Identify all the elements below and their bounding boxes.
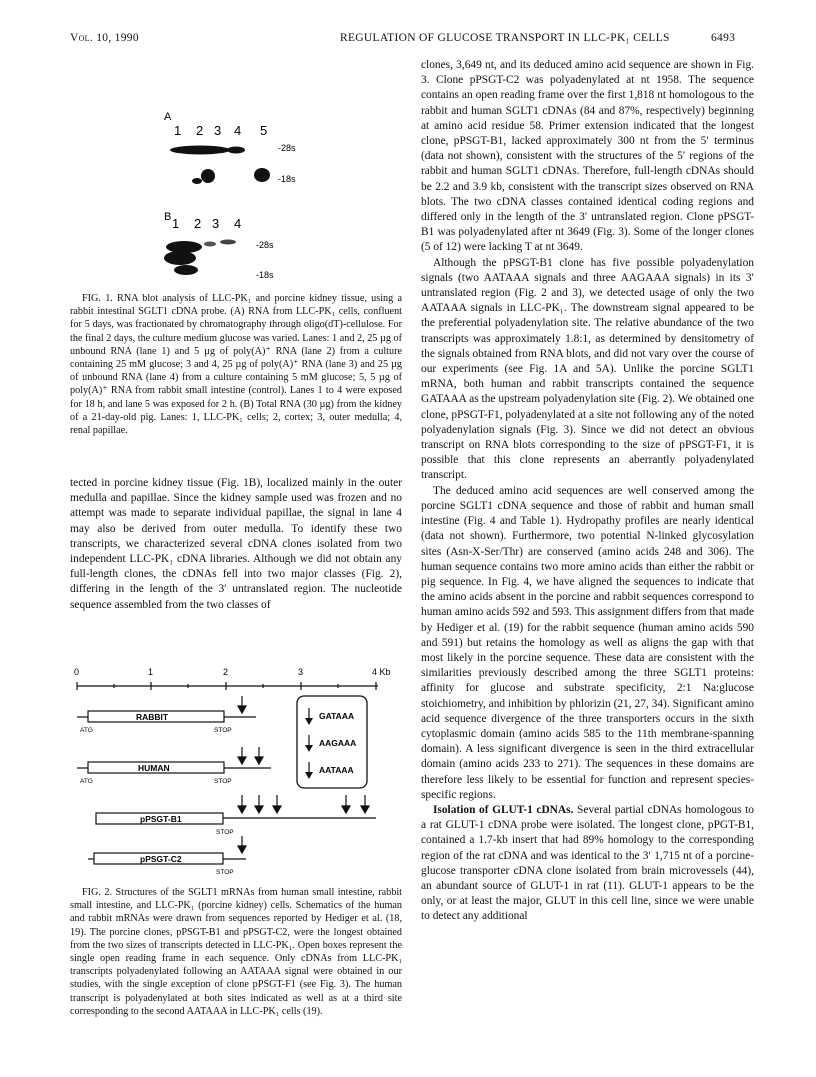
fig1-b-marker-28s: -28s <box>256 240 274 250</box>
fig1-b-bands <box>164 240 236 276</box>
fig2-human-atg: ATG <box>80 778 93 785</box>
fig1-a-lane-1: 1 <box>174 123 182 138</box>
left-body-paragraph: tected in porcine kidney tissue (Fig. 1B), localized mainly in the outer medulla and papillae. Since the kidney sample used was frozen and no attempt was made to separate individual papillae, the signal in lane 4 may also be derived from outer medulla. To identify these two transcripts, we characterized several cDNA clones isolated from two independent LLC-PK₁ cDNA libraries. Although we did not obtain any full-length clones, the cDNAs fell into two major classes (Fig. 2), differing in the length of the 3′ untranslated region. The nucleotide sequence assembled from the two classes of <box>70 477 402 611</box>
fig2-rabbit-atg: ATG <box>80 727 93 734</box>
figure1-caption-text: FIG. 1. RNA blot analysis of LLC-PK₁ and porcine kidney tissue, using a rabbit intestinal SGLT1 cDNA probe. (A) RNA from LLC-PK₁ cells, confluent for 5 days, was fractionated by chromatography through oligo(dT)-cellulose. For the final 2 days, the culture medium glucose was varied. Lanes: 1 and 2, 25 µg of unbound RNA (lane 1) and 5 µg of poly(A)⁺ RNA (lane 2) from a culture containing 25 mM glucose; 3 and 4, 25 µg of poly(A)⁺ RNA (lane 3) and 25 µg of unbound RNA (lane 4) from a culture containing 5 mM glucose; 5, 5 µg of poly(A)⁺ RNA from rabbit small intestine (control). Lanes 1 to 4 were exposed for 18 h, and lane 5 was exposed for 2 h. (B) Total RNA (30 µg) from the kidney of a 21-day-old pig. Lanes: 1, LLC-PK₁ cells; 2, cortex; 3, outer medulla; 4, renal papillae. <box>70 293 402 437</box>
right-paragraph-2: Although the pPSGT-B1 clone has five possible polyadenylation signals (two AATAAA signals and three AAGAAA signals) in its 3′ untranslated region (Fig. 2 and 3), we detected usage of only the two AATAAA signals in LLC-PK₁. The downstream signal appeared to be the preferential polyadenylation site. The relative abundance of the two transcripts was approximately 1.8:1, as determined by densitometry of the signals obtained from RNA blots, and did not vary over the course of our experiments (see Fig. 1A and 5A). Unlike the porcine SGLT1 mRNA, both human and rabbit transcripts contained the sequence GATAAA as the upstream polyadenylation site (Fig. 2). We obtained one clone, pPSGT-F1, polyadenylated at a site not following any of the noted polyadenylation signals (Fig. 3). Since we did not detect an obvious transcript on RNA blots corresponding to the size of pPSGT-F1, it is possible that this clone represents an aberrantly polyadenylated transcript. <box>421 256 754 482</box>
fig1-panel-b-letter: B <box>164 211 172 223</box>
fig1-b-lane-3: 3 <box>212 216 220 231</box>
fig2-ppsgt-b1-construct <box>96 795 376 824</box>
fig2-ppsgt-b1-stop: STOP <box>216 829 234 836</box>
right-paragraph-1: clones, 3,649 nt, and its deduced amino acid sequence are shown in Fig. 3. Clone pPSGT-C2 was polyadenylated at nt 1958. The sequence contains an open reading frame over the first 1,818 nt homologous to the rabbit and human SGLT1 cDNAs (84 and 87%, respectively) beginning at amino acid residue 58. Primer extension indicated that the longest clone, pPSGT-B1, lacked approximately 300 nt from the 5′ terminus (data not shown), consistent with the structures of the 5′ regions of the rabbit and human SGLT1 cDNAs. Therefore, full-length cDNAs should be 2.2 and 3.9 kb, consistent with the transcript sizes observed on RNA blots. The two cDNA classes contained identical coding regions and differed only in the length of the 3′ untranslated region. Clone pPSGT-B1 was polyadenylated after nt 3649 (Fig. 3). Some of the longer clones (5 of 12) were lacking T at nt 3649. <box>421 59 754 254</box>
fig2-legend-aataaa: AATAAA <box>319 765 354 775</box>
fig2-legend-gataaa: GATAAA <box>319 711 355 721</box>
fig2-scale-axis <box>77 682 378 690</box>
header-volume: Vol. 10, 1990 <box>70 32 139 44</box>
glut1-section-heading: Isolation of GLUT-1 cDNAs. <box>433 803 574 816</box>
figure1-blot <box>150 102 390 282</box>
fig2-ppsgt-c2-label: pPSGT-C2 <box>140 854 182 864</box>
fig2-tick-3: 3 <box>298 667 304 677</box>
fig1-panel-a-letter: A <box>164 111 172 123</box>
fig2-ppsgt-c2-stop: STOP <box>216 869 234 876</box>
fig2-tick-1: 1 <box>148 667 154 677</box>
fig1-a-lane-4: 4 <box>234 123 242 138</box>
fig2-rabbit-stop: STOP <box>214 727 232 734</box>
fig1-b-lane-2: 2 <box>194 216 202 231</box>
right-paragraph-4 <box>421 803 754 925</box>
fig2-human-stop: STOP <box>214 778 232 785</box>
figure1-caption <box>70 292 402 437</box>
fig2-ppsgt-b1-label: pPSGT-B1 <box>140 814 182 824</box>
figure2-caption <box>70 886 402 1018</box>
figure2-schematic <box>66 662 406 882</box>
fig2-tick-2: 2 <box>223 667 229 677</box>
header-running-title: REGULATION OF GLUCOSE TRANSPORT IN LLC-PK₁ CELLS <box>340 32 670 44</box>
fig1-a-marker-18s: -18s <box>278 174 296 184</box>
fig1-b-lane-1: 1 <box>172 216 180 231</box>
fig1-b-marker-18s: -18s <box>256 270 274 280</box>
fig1-a-lane-3: 3 <box>214 123 222 138</box>
left-body-text <box>70 476 402 613</box>
fig2-rabbit-label: RABBIT <box>136 712 169 722</box>
fig2-tick-0: 0 <box>74 667 80 677</box>
fig1-a-marker-28s: -28s <box>278 143 296 153</box>
figure2-caption-text: FIG. 2. Structures of the SGLT1 mRNAs from human small intestine, rabbit small intestine, and LLC-PK₁ (porcine kidney) cells. Schematics of the human and rabbit mRNAs were drawn from sequences reported by Hediger et al. (18, 19). The porcine clones, pPSGT-B1 and pPSGT-C2, were the longest obtained from the two sizes of transcripts detected in LLC-PK₁. Open boxes represent the single open reading frame in each sequence. Only cDNAs from LLC-PK₁ transcripts polyadenylated following an AATAAA signal were obtained in our studies, with the single exception of clone pPSGT-F1 (see Fig. 3). The human transcript is polyadenylated at both sites indicated as well as at a third site corresponding to the second AATAAA in LLC-PK₁ cells (19). <box>70 887 402 1017</box>
fig1-a-lane-2: 2 <box>196 123 204 138</box>
glut1-section-text: Several partial cDNAs homologous to a rat GLUT-1 cDNA probe were isolated. The longest clone, pPGT-B1, contained a 1.7-kb insert that had 89% homology to the corresponding region of the rat cDNA and was identical to the 3′ 1,715 nt of a porcine-glucose transporter cDNA clone isolated from brain microvessels (44), an abundant source of GLUT-1 in rat (11). GLUT-1 appears to be the only, or at least the major, GLUT in this cell line, since we were unable to detect any additional <box>421 803 754 923</box>
fig2-legend-aagaaa: AAGAAA <box>319 738 357 748</box>
fig1-a-bands <box>170 146 270 185</box>
fig2-tick-4: 4 Kb <box>372 667 391 677</box>
right-paragraph-3: The deduced amino acid sequences are well conserved among the porcine SGLT1 cDNA sequence and those of rabbit and human small intestine (Fig. 4 and Table 1). Hydropathy profiles are nearly identical (data not shown). Furthermore, two potential N-linked glycosylation sites (Asn-X-Ser/Thr) are conserved (amino acids 248 and 306). The human sequence contains two more amino acids than either the rabbit or pig sequence. In Fig. 4, we have aligned the sequences to indicate that the amino acids absent in the porcine and rabbit sequences correspond to human amino acids 592 and 593. This assignment differs from that made by Hediger et al. (19) for the rabbit sequence (human amino acids 590 and 591) but retains the homology as well as aligns the gap with that most likely in the porcine sequence. These data are consistent with the similarities previously described among the three SGLT1 proteins: affinity for glucose and substrate specificity, 2:1 Na:glucose stoichiometry, and inhibition by phlorizin (21, 27, 34). Significant amino acid sequence divergence of the three transporters occurs in the sixth cytoplasmic domain (amino acids 585 to the 11th membrane-spanning domain). A less significant divergence is seen in the third extracellular domain (amino acids 233 to 271). The sequences in these domains are therefore less likely to be essential for function and represent species-specific regions. <box>421 484 754 801</box>
fig1-a-lane-5: 5 <box>260 123 268 138</box>
fig2-human-construct <box>77 747 271 773</box>
fig2-human-label: HUMAN <box>138 763 170 773</box>
header-page-number: 6493 <box>711 32 736 44</box>
right-column <box>421 58 754 925</box>
fig1-b-lane-4: 4 <box>234 216 242 231</box>
